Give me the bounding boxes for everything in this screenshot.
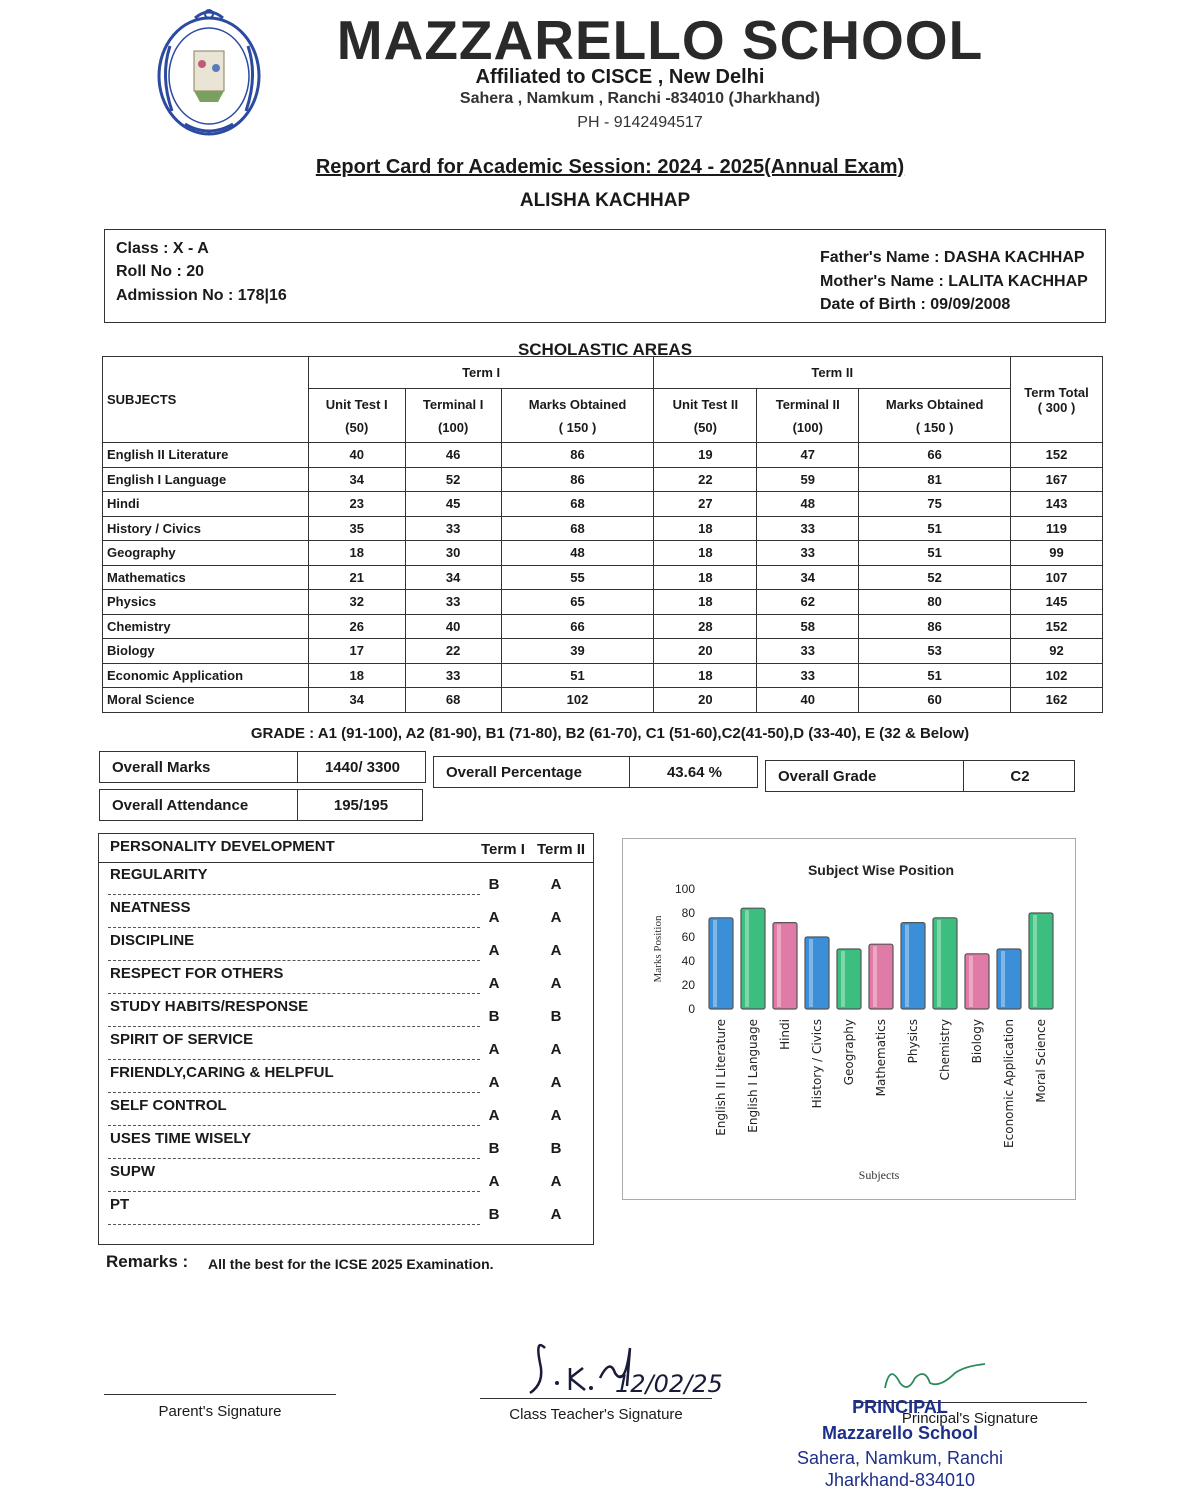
cell-ut1: 40	[308, 443, 405, 468]
cell-m2: 81	[859, 467, 1011, 492]
overall-percentage-value: 43.64 %	[666, 763, 723, 781]
cell-m1: 68	[501, 492, 654, 517]
cell-m2: 52	[859, 565, 1011, 590]
personality-label: USES TIME WISELY	[110, 1130, 252, 1147]
cell-m1: 86	[501, 467, 654, 492]
school-name: MAZZARELLO SCHOOL	[336, 9, 984, 71]
class-info: Class : X - A	[116, 240, 209, 257]
marks-table	[102, 356, 1103, 713]
cell-t2: 33	[757, 639, 859, 664]
cell-m2: 66	[859, 443, 1011, 468]
cell-t1: 33	[405, 590, 501, 615]
chart-title: Subject Wise Position	[807, 862, 955, 878]
cell-ut1: 26	[308, 614, 405, 639]
subject-wise-chart	[622, 838, 1076, 1200]
cell-m1: 65	[501, 590, 654, 615]
principal-handwritten-signature	[880, 1358, 990, 1398]
cell-ut1: 17	[308, 639, 405, 664]
cell-m1: 68	[501, 516, 654, 541]
cell-subject: Biology	[103, 639, 309, 664]
chart-x-tick-label: English II Literature	[714, 1019, 728, 1136]
cell-m2: 80	[859, 590, 1011, 615]
chart-bar	[869, 944, 893, 1009]
chart-y-tick-label: 0	[688, 1002, 695, 1016]
chart-bar-highlight	[905, 925, 909, 1007]
overall-grade-label: Overall Grade	[766, 761, 964, 791]
cell-m1: 51	[501, 663, 654, 688]
chart-x-tick-label: English I Language	[746, 1019, 760, 1133]
overall-percentage-label: Overall Percentage	[434, 757, 630, 787]
chart-bar	[901, 923, 925, 1009]
unit-test1-header: Unit Test I (50)	[308, 389, 405, 443]
chart-y-tick-label: 40	[681, 954, 695, 968]
personality-header: PERSONALITY DEVELOPMENT	[110, 838, 335, 855]
chart-x-tick-label: Physics	[906, 1019, 920, 1064]
cell-m1: 48	[501, 541, 654, 566]
parent-signature-label: Parent's Signature	[158, 1403, 282, 1420]
personality-row	[108, 1095, 480, 1126]
date-of-birth: Date of Birth : 09/09/2008	[820, 296, 1011, 313]
overall-attendance-label: Overall Attendance	[100, 790, 298, 820]
cell-ut1: 23	[308, 492, 405, 517]
chart-bar-highlight	[873, 946, 877, 1007]
svg-text:12/02/25: 12/02/25	[615, 1370, 723, 1398]
cell-subject: Mathematics	[103, 565, 309, 590]
cell-ut1: 35	[308, 516, 405, 541]
cell-ut2: 18	[654, 565, 757, 590]
personality-row	[108, 864, 480, 895]
cell-total: 145	[1011, 590, 1103, 615]
cell-ut2: 20	[654, 639, 757, 664]
chart-bar-highlight	[777, 925, 781, 1007]
stamp-school: Mazzarello School	[821, 1423, 979, 1443]
cell-ut2: 18	[654, 516, 757, 541]
personality-grade-t1: A	[488, 942, 500, 959]
cell-ut1: 21	[308, 565, 405, 590]
class-teacher-handwritten-signature	[515, 1328, 725, 1398]
overall-grade-box	[765, 760, 1075, 792]
cell-ut2: 18	[654, 590, 757, 615]
cell-t2: 62	[757, 590, 859, 615]
parent-signature-line	[104, 1394, 336, 1395]
cell-total: 99	[1011, 541, 1103, 566]
grade-scale: GRADE : A1 (91-100), A2 (81-90), B1 (71-80), B2 (61-70), C1 (51-60),C2(41-50),D (33-40), E (32 & Below)	[250, 725, 970, 742]
overall-percentage-box	[433, 756, 758, 788]
cell-m1: 39	[501, 639, 654, 664]
overall-attendance-box	[99, 789, 423, 821]
personality-grade-t2: A	[550, 1041, 562, 1058]
cell-ut1: 34	[308, 688, 405, 713]
personality-label: FRIENDLY,CARING & HELPFUL	[110, 1064, 334, 1081]
cell-total: 152	[1011, 443, 1103, 468]
personality-grade-t2: A	[550, 1206, 562, 1223]
personality-grade-t2: B	[550, 1140, 562, 1157]
chart-x-tick-label: Hindi	[778, 1019, 792, 1050]
cell-m2: 51	[859, 516, 1011, 541]
personality-term2-header: Term II	[537, 841, 586, 858]
class-teacher-signature-label: Class Teacher's Signature	[509, 1406, 683, 1423]
stamp-state: Jharkhand-834010	[824, 1470, 976, 1490]
cell-ut1: 32	[308, 590, 405, 615]
table-row	[103, 467, 1103, 492]
personality-label: SUPW	[110, 1163, 155, 1180]
personality-row	[108, 1161, 480, 1192]
chart-bar	[997, 949, 1021, 1009]
personality-row	[108, 897, 480, 928]
overall-grade-value: C2	[1010, 767, 1030, 785]
cell-t1: 34	[405, 565, 501, 590]
cell-t2: 47	[757, 443, 859, 468]
personality-grade-t1: A	[488, 1107, 500, 1124]
chart-x-tick-label: Geography	[842, 1019, 856, 1086]
cell-t2: 33	[757, 516, 859, 541]
cell-subject: Geography	[103, 541, 309, 566]
affiliation: Affiliated to CISCE , New Delhi	[475, 66, 765, 88]
roll-no: Roll No : 20	[116, 263, 205, 280]
cell-m1: 66	[501, 614, 654, 639]
cell-total: 102	[1011, 663, 1103, 688]
cell-total: 143	[1011, 492, 1103, 517]
chart-bar-highlight	[937, 920, 941, 1007]
chart-x-tick-label: Chemistry	[938, 1019, 952, 1081]
chart-y-axis-label: Marks Position	[652, 915, 664, 983]
chart-bar	[709, 918, 733, 1009]
cell-subject: Economic Application	[103, 663, 309, 688]
chart-bar-highlight	[1001, 951, 1005, 1007]
cell-ut2: 22	[654, 467, 757, 492]
chart-bar-highlight	[745, 910, 749, 1007]
chart-x-tick-label: Biology	[970, 1019, 984, 1064]
cell-ut1: 34	[308, 467, 405, 492]
personality-grade-t2: A	[550, 1074, 562, 1091]
remarks-label: Remarks :	[106, 1252, 189, 1271]
cell-subject: Hindi	[103, 492, 309, 517]
chart-y-tick-label: 60	[681, 930, 695, 944]
cell-subject: History / Civics	[103, 516, 309, 541]
table-row	[103, 516, 1103, 541]
personality-grade-t2: A	[550, 1107, 562, 1124]
cell-t2: 48	[757, 492, 859, 517]
cell-subject: Moral Science	[103, 688, 309, 713]
cell-ut2: 27	[654, 492, 757, 517]
chart-bar	[837, 949, 861, 1009]
table-row	[103, 614, 1103, 639]
cell-t1: 40	[405, 614, 501, 639]
overall-marks-label: Overall Marks	[100, 752, 298, 782]
cell-ut2: 18	[654, 663, 757, 688]
cell-m2: 75	[859, 492, 1011, 517]
personality-grade-t2: B	[550, 1008, 562, 1025]
cell-t2: 33	[757, 663, 859, 688]
school-phone: PH - 9142494517	[577, 114, 703, 131]
cell-total: 152	[1011, 614, 1103, 639]
cell-subject: Physics	[103, 590, 309, 615]
chart-x-tick-label: Mathematics	[874, 1019, 888, 1097]
chart-x-tick-label: History / Civics	[810, 1019, 824, 1109]
personality-grade-t2: A	[550, 975, 562, 992]
cell-m1: 86	[501, 443, 654, 468]
personality-label: SELF CONTROL	[110, 1097, 227, 1114]
mother-name: Mother's Name : LALITA KACHHAP	[820, 273, 1088, 290]
personality-grade-t1: B	[488, 1140, 500, 1157]
personality-grade-t2: A	[550, 942, 562, 959]
cell-t1: 68	[405, 688, 501, 713]
cell-subject: English II Literature	[103, 443, 309, 468]
chart-y-tick-label: 100	[674, 882, 695, 896]
scholastic-title: SCHOLASTIC AREAS	[517, 340, 693, 359]
personality-row	[108, 1194, 480, 1225]
personality-row	[108, 1062, 480, 1093]
cell-m2: 60	[859, 688, 1011, 713]
chart-y-tick-label: 80	[681, 906, 695, 920]
school-address: Sahera , Namkum , Ranchi -834010 (Jharkhand)	[459, 90, 821, 107]
stamp-principal: PRINCIPAL	[852, 1397, 948, 1417]
personality-grade-t2: A	[550, 1173, 562, 1190]
chart-bar	[773, 923, 797, 1009]
table-row	[103, 565, 1103, 590]
chart-bar	[965, 954, 989, 1009]
table-row	[103, 639, 1103, 664]
personality-term1-header: Term I	[481, 841, 525, 858]
cell-m2: 51	[859, 663, 1011, 688]
cell-m2: 86	[859, 614, 1011, 639]
class-teacher-signature-line	[480, 1398, 712, 1399]
table-row	[103, 541, 1103, 566]
cell-ut1: 18	[308, 663, 405, 688]
cell-total: 119	[1011, 516, 1103, 541]
cell-t1: 30	[405, 541, 501, 566]
chart-x-axis-label: Subjects	[858, 1168, 900, 1182]
personality-row	[108, 1029, 480, 1060]
chart-bar-highlight	[809, 939, 813, 1007]
personality-row	[108, 963, 480, 994]
cell-subject: Chemistry	[103, 614, 309, 639]
personality-grade-t1: A	[488, 975, 500, 992]
cell-m1: 55	[501, 565, 654, 590]
chart-bar-highlight	[713, 920, 717, 1007]
personality-label: DISCIPLINE	[110, 932, 195, 949]
remarks-text: All the best for the ICSE 2025 Examination.	[208, 1256, 494, 1272]
cell-m1: 102	[501, 688, 654, 713]
cell-t1: 33	[405, 663, 501, 688]
chart-x-tick-label: Moral Science	[1034, 1019, 1048, 1103]
cell-ut1: 18	[308, 541, 405, 566]
cell-total: 107	[1011, 565, 1103, 590]
cell-subject: English I Language	[103, 467, 309, 492]
cell-t2: 58	[757, 614, 859, 639]
chart-bar	[805, 937, 829, 1009]
chart-bar	[741, 908, 765, 1009]
unit-test2-header: Unit Test II (50)	[654, 389, 757, 443]
father-name: Father's Name : DASHA KACHHAP	[820, 249, 1085, 266]
cell-m2: 53	[859, 639, 1011, 664]
personality-row	[108, 996, 480, 1027]
cell-t2: 33	[757, 541, 859, 566]
table-row	[103, 590, 1103, 615]
personality-grade-t2: A	[550, 909, 562, 926]
stamp-address: Sahera, Namkum, Ranchi	[796, 1448, 1004, 1468]
personality-label: REGULARITY	[110, 866, 208, 883]
cell-t1: 33	[405, 516, 501, 541]
cell-t1: 22	[405, 639, 501, 664]
terminal2-header: Terminal II (100)	[757, 389, 859, 443]
cell-t1: 45	[405, 492, 501, 517]
chart-x-tick-label: Economic Application	[1002, 1019, 1016, 1148]
cell-ut2: 28	[654, 614, 757, 639]
cell-t2: 40	[757, 688, 859, 713]
cell-ut2: 20	[654, 688, 757, 713]
school-crest-logo	[150, 6, 268, 140]
overall-attendance-value: 195/195	[333, 796, 389, 814]
cell-total: 162	[1011, 688, 1103, 713]
chart-y-tick-label: 20	[681, 978, 695, 992]
term1-header: Term I	[308, 357, 654, 389]
personality-row	[108, 930, 480, 961]
cell-t1: 52	[405, 467, 501, 492]
personality-header-divider	[98, 862, 594, 863]
personality-grade-t1: A	[488, 909, 500, 926]
personality-grade-t1: B	[488, 1008, 500, 1025]
chart-svg	[623, 839, 1075, 1199]
cell-ut2: 19	[654, 443, 757, 468]
personality-grade-t1: A	[488, 1173, 500, 1190]
cell-total: 92	[1011, 639, 1103, 664]
chart-bar-highlight	[1033, 915, 1037, 1007]
table-row	[103, 663, 1103, 688]
principal-signature-label: Principal's Signature	[901, 1410, 1039, 1427]
chart-bar-highlight	[969, 956, 973, 1007]
cell-t2: 34	[757, 565, 859, 590]
admission-no: Admission No : 178|16	[116, 287, 287, 304]
cell-t1: 46	[405, 443, 501, 468]
personality-label: NEATNESS	[110, 899, 191, 916]
terminal1-header: Terminal I (100)	[405, 389, 501, 443]
personality-grade-t1: B	[488, 1206, 500, 1223]
personality-grade-t2: A	[550, 876, 562, 893]
personality-label: SPIRIT OF SERVICE	[110, 1031, 254, 1048]
cell-t2: 59	[757, 467, 859, 492]
overall-marks-box	[99, 751, 426, 783]
marks1-header: Marks Obtained ( 150 )	[501, 389, 654, 443]
chart-bar	[1029, 913, 1053, 1009]
cell-ut2: 18	[654, 541, 757, 566]
student-name: ALISHA KACHHAP	[519, 190, 691, 211]
table-row	[103, 688, 1103, 713]
personality-label: STUDY HABITS/RESPONSE	[110, 998, 309, 1015]
marks2-header: Marks Obtained ( 150 )	[859, 389, 1011, 443]
term-total-header: Term Total ( 300 )	[1011, 357, 1103, 443]
table-row	[103, 492, 1103, 517]
chart-bar	[933, 918, 957, 1009]
personality-grade-t1: B	[488, 876, 500, 893]
chart-bar-highlight	[841, 951, 845, 1007]
report-title: Report Card for Academic Session: 2024 - 2025(Annual Exam)	[315, 156, 905, 178]
overall-marks-value: 1440/ 3300	[324, 758, 401, 776]
personality-grade-t1: A	[488, 1074, 500, 1091]
term2-header: Term II	[654, 357, 1011, 389]
cell-m2: 51	[859, 541, 1011, 566]
personality-label: PT	[110, 1196, 130, 1213]
personality-label: RESPECT FOR OTHERS	[110, 965, 284, 982]
personality-row	[108, 1128, 480, 1159]
table-row	[103, 443, 1103, 468]
personality-grade-t1: A	[488, 1041, 500, 1058]
subjects-header: SUBJECTS	[103, 357, 309, 443]
cell-total: 167	[1011, 467, 1103, 492]
